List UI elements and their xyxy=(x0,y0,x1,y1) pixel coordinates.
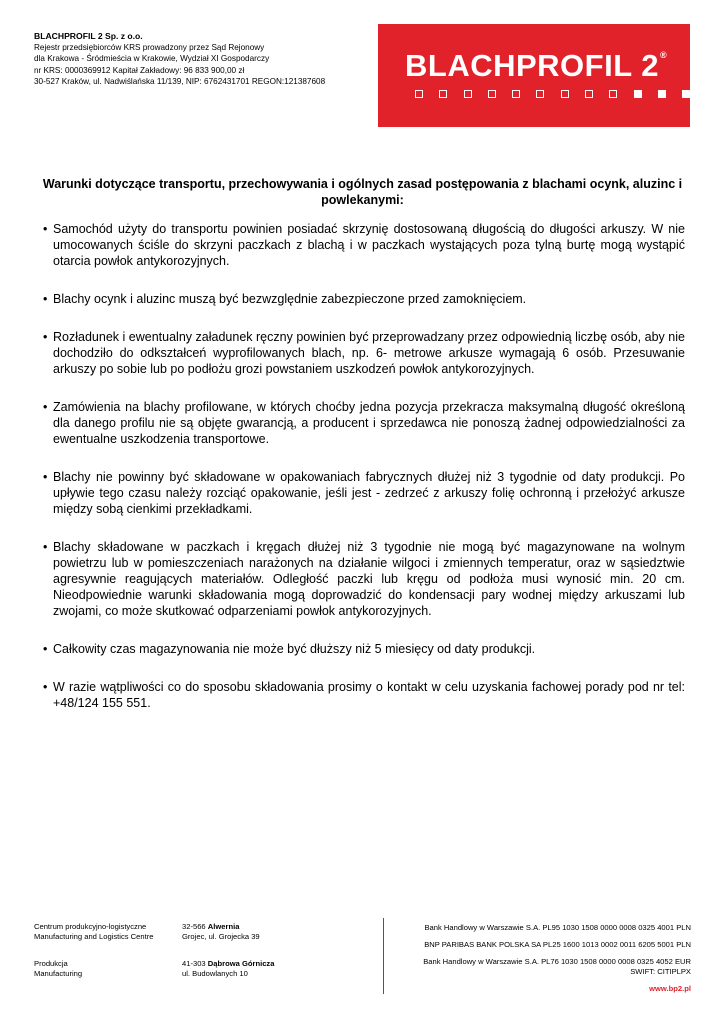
footer-divider xyxy=(383,918,384,994)
bullet-icon: • xyxy=(43,642,48,656)
registry-line: Rejestr przedsiębiorców KRS prowadzony przez Sąd Rejonowy xyxy=(34,43,265,53)
center2-label xyxy=(34,959,82,980)
bullet-icon: • xyxy=(43,330,48,344)
center2-code: 41-303 xyxy=(182,959,206,968)
list-item xyxy=(43,291,685,307)
center2-label-pl: Produkcja xyxy=(34,959,68,968)
bullet-icon: • xyxy=(43,400,48,414)
center1-code: 32-566 xyxy=(182,922,206,931)
logo-square xyxy=(512,90,520,98)
list-item xyxy=(43,539,685,619)
center1-address xyxy=(182,922,260,943)
registry-line: dla Krakowa - Śródmieścia w Krakowie, Wydział XI Gospodarczy xyxy=(34,54,270,64)
list-item xyxy=(43,329,685,377)
company-name: BLACHPROFIL 2 Sp. z o.o. xyxy=(34,31,143,41)
list-item xyxy=(43,641,685,657)
center1-label-en: Manufacturing and Logistics Centre xyxy=(34,932,154,942)
company-info xyxy=(34,31,325,87)
logo-square xyxy=(464,90,472,98)
center2-street: ul. Budowlanych 10 xyxy=(182,969,248,979)
logo-squares xyxy=(415,90,707,98)
logo-square xyxy=(415,90,423,98)
list-item xyxy=(43,399,685,447)
company-logo xyxy=(378,24,690,127)
bullet-icon: • xyxy=(43,680,48,694)
list-item xyxy=(43,469,685,517)
center2-city: Dąbrowa Górnicza xyxy=(207,959,275,968)
logo-square xyxy=(609,90,617,98)
krs-line: nr KRS: 0000369912 Kapitał Zakładowy: 96 833 900,00 zł xyxy=(34,65,245,75)
list-item-text: Rozładunek i ewentualny załadunek ręczny powinien być przeprowadzany przez odpowiednią liczbę osób, aby nie dochodziło do odkształceń wyprofilowanych blach, np. 6- metrowe arkusze wymagają 6 osób. Przesuwanie arkuszy po sobie lub po podłożu grozi powstaniem uszkodzeń powłok antykorozyjnych. xyxy=(53,330,685,376)
logo-square xyxy=(439,90,447,98)
list-item xyxy=(43,679,685,711)
list-item-text: Zamówienia na blachy profilowane, w których choćby jedna pozycja przekracza maksymalną długość określoną dla danego profilu nie są objęte gwarancją, a producent i sprzedawca nie ponoszą żadnej odpowiedzialności za ewentualne uszkodzenia transportowe. xyxy=(53,400,685,446)
center1-label xyxy=(34,922,153,943)
registered-mark: ® xyxy=(659,50,668,60)
logo-square xyxy=(561,90,569,98)
center1-label-pl: Centrum produkcyjno-logistyczne xyxy=(34,922,147,931)
bullet-icon: • xyxy=(43,540,48,554)
center2-address xyxy=(182,959,274,980)
center2-label-en: Manufacturing xyxy=(34,969,83,979)
logo-square-filled xyxy=(682,90,690,98)
address-line: 30-527 Kraków, ul. Nadwiślańska 11/139, NIP: 6762431701 REGON:121387608 xyxy=(34,76,326,86)
list-item xyxy=(43,221,685,269)
list-item-text: Całkowity czas magazynowania nie może być dłuższy niż 5 miesięcy od daty produkcji. xyxy=(53,642,536,656)
bullet-icon: • xyxy=(43,222,48,236)
logo-square xyxy=(585,90,593,98)
list-item-text: Blachy nie powinny być składowane w opakowaniach fabrycznych dłużej niż 3 tygodnie od daty produkcji. Po upływie tego czasu należy rozciąć opakowanie, jeśli jest - zedrzeć z arkuszy folię ochronną i przełożyć arkusze między sobą cienkimi przekładkami. xyxy=(53,470,685,516)
list-item-text: Blachy ocynk i aluzinc muszą być bezwzględnie zabezpieczone przed zamoknięciem. xyxy=(53,292,527,306)
logo-square xyxy=(536,90,544,98)
swift-code: SWIFT: CITIPLPX xyxy=(630,967,691,976)
bank-account-3: Bank Handlowy w Warszawie S.A. PL76 1030 1508 0000 0008 0325 4052 EUR xyxy=(423,957,691,966)
list-item-text: Samochód użyty do transportu powinien posiadać skrzynię dostosowaną długością do długości arkuszy. W nie umocowanych ściśle do skrzyni paczkach z blachą i w paczkach wystających poza tylną burtę mogą wystąpić otarcia powłok antykorozyjnych. xyxy=(53,222,685,268)
website-link[interactable]: www.bp2.pl xyxy=(649,984,691,993)
logo-square-filled xyxy=(634,90,642,98)
conditions-list xyxy=(43,221,685,711)
list-item-text: W razie wątpliwości co do sposobu składowania prosimy o kontakt w celu uzyskania fachowej porady pod nr tel: +48/124 155 551. xyxy=(53,680,685,710)
logo-square xyxy=(488,90,496,98)
list-item-text: Blachy składowane w paczkach i kręgach dłużej niż 3 tygodnie nie mogą być magazynowane na wolnym powietrzu lub w pomieszczeniach narażonych na działanie wilgoci i zmiennych temperatur, oraz w sąsiedztwie agresywnie reagujących materiałów. Odległość paczki lub kręgu od podłoża musi wynosić min. 20 cm. Nieodpowiednie warunki składowania mogą doprowadzić do kondensacji pary wodnej między arkuszami lub zwojami, co może skutkować odparzeniami powłok antykorozyjnych. xyxy=(53,540,685,618)
bank-account-1: Bank Handlowy w Warszawie S.A. PL95 1030 1508 0000 0008 0325 4001 PLN xyxy=(424,923,691,932)
center1-street: Grojec, ul. Grojecka 39 xyxy=(182,932,260,942)
logo-text: BLACHPROFIL 2 xyxy=(405,48,659,83)
bullet-icon: • xyxy=(43,292,48,306)
bank-account-2: BNP PARIBAS BANK POLSKA SA PL25 1600 1013 0002 0011 6205 5001 PLN xyxy=(424,940,691,949)
document-title: Warunki dotyczące transportu, przechowywania i ogólnych zasad postępowania z blachami ocynk, aluzinc i powlekanymi: xyxy=(42,177,683,207)
bullet-icon: • xyxy=(43,470,48,484)
logo-square-filled xyxy=(658,90,666,98)
center1-city: Alwernia xyxy=(207,922,240,931)
